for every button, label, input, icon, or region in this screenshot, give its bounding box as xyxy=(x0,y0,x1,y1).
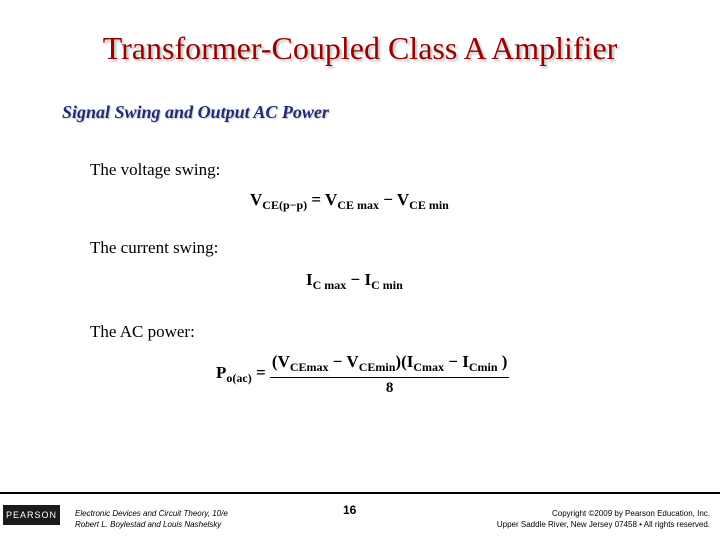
power-numerator: $(V_{CEmax} - V_{CEmin})(I_{Cmax} - I_{Cmin}$ ) xyxy=(270,352,510,378)
copyright-line-2: Upper Saddle River, New Jersey 07458 • All rights reserved. xyxy=(496,520,710,529)
footer-divider xyxy=(0,492,720,494)
ac-power-equation: $P_{o(ac)}$ = $\frac{(V_{CEmax} - V_{CEmin})(I_{Cmax} - I_{Cmin} )}{8}$ xyxy=(216,352,508,396)
book-authors: Robert L. Boylestad and Louis Nashelsky xyxy=(75,520,222,529)
power-fraction xyxy=(270,352,510,397)
copyright-line-1: Copyright ©2009 by Pearson Education, Inc. xyxy=(552,509,710,518)
voltage-swing-label: The voltage swing: xyxy=(90,160,221,179)
copyright-notice xyxy=(497,508,710,530)
power-denominator: 8 xyxy=(385,380,394,396)
page-number: 16 xyxy=(343,503,357,517)
book-credit xyxy=(75,508,228,530)
voltage-swing-equation: $V_{CE(p-p)} = V_{CE max} - V_{CE min}$ xyxy=(250,190,449,212)
ac-power-label: The AC power: xyxy=(90,322,195,341)
book-title: Electronic Devices and Circuit Theory, 10/e xyxy=(75,509,228,518)
current-swing-equation: $I_{C max} - I_{C min}$ xyxy=(306,270,403,292)
pearson-logo: PEARSON xyxy=(3,505,60,525)
slide-title: Transformer-Coupled Class A Amplifier xyxy=(102,30,618,66)
slide-subtitle: Signal Swing and Output AC Power xyxy=(62,102,329,122)
current-swing-label: The current swing: xyxy=(90,238,219,257)
